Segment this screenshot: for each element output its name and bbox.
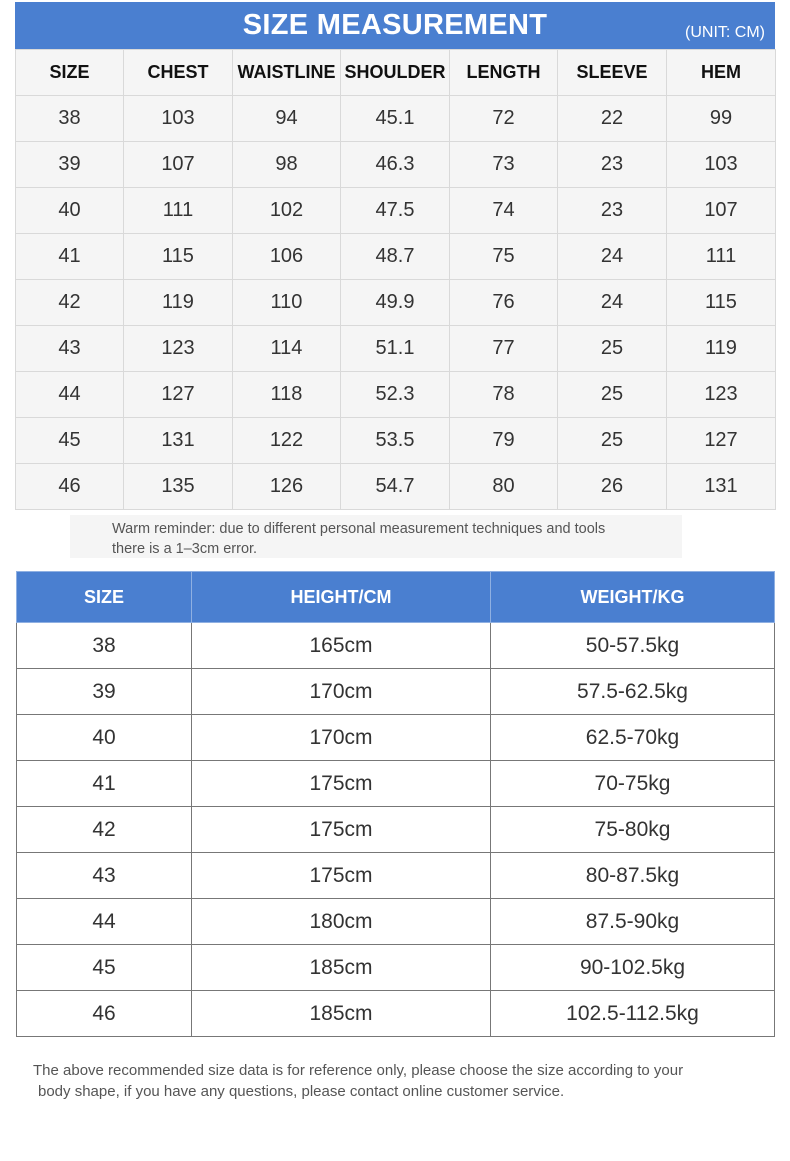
cell-size: 45	[16, 418, 124, 464]
cell-height: 180cm	[192, 899, 491, 945]
cell-length: 79	[450, 418, 558, 464]
cell-length: 78	[450, 372, 558, 418]
cell-shoulder: 54.7	[341, 464, 450, 510]
cell-waistline: 94	[233, 96, 341, 142]
cell-length: 73	[450, 142, 558, 188]
cell-shoulder: 53.5	[341, 418, 450, 464]
cell-size: 39	[17, 669, 192, 715]
size-recommendation-table	[16, 571, 775, 1037]
cell-size: 40	[16, 188, 124, 234]
table-row	[17, 899, 775, 945]
cell-weight: 102.5-112.5kg	[491, 991, 775, 1037]
reminder-line-2: there is a 1–3cm error.	[112, 541, 258, 557]
cell-length: 75	[450, 234, 558, 280]
unit-label: (UNIT: CM)	[685, 24, 765, 41]
table-row	[16, 96, 776, 142]
cell-size: 41	[16, 234, 124, 280]
cell-chest: 127	[124, 372, 233, 418]
cell-sleeve: 25	[558, 372, 667, 418]
cell-sleeve: 24	[558, 280, 667, 326]
table-row	[16, 326, 776, 372]
table-row	[17, 761, 775, 807]
measurement-grid	[15, 49, 776, 510]
cell-shoulder: 47.5	[341, 188, 450, 234]
cell-size: 42	[17, 807, 192, 853]
cell-weight: 62.5-70kg	[491, 715, 775, 761]
cell-hem: 99	[667, 96, 776, 142]
size-measurement-title: SIZE MEASUREMENT	[242, 9, 548, 41]
cell-waistline: 106	[233, 234, 341, 280]
table-row	[17, 853, 775, 899]
header-shoulder: SHOULDER	[341, 50, 450, 96]
cell-length: 77	[450, 326, 558, 372]
cell-weight: 87.5-90kg	[491, 899, 775, 945]
cell-length: 72	[450, 96, 558, 142]
cell-height: 185cm	[192, 945, 491, 991]
cell-length: 74	[450, 188, 558, 234]
table-row	[16, 188, 776, 234]
cell-sleeve: 23	[558, 142, 667, 188]
cell-height: 175cm	[192, 853, 491, 899]
cell-chest: 107	[124, 142, 233, 188]
cell-sleeve: 26	[558, 464, 667, 510]
cell-size: 38	[17, 623, 192, 669]
cell-weight: 80-87.5kg	[491, 853, 775, 899]
footnote-line-1: The above recommended size data is for reference only, please choose the size according to your	[33, 1062, 684, 1079]
header-height: HEIGHT/CM	[192, 572, 491, 623]
cell-waistline: 126	[233, 464, 341, 510]
cell-sleeve: 23	[558, 188, 667, 234]
cell-chest: 103	[124, 96, 233, 142]
header-hem: HEM	[667, 50, 776, 96]
table-row	[16, 464, 776, 510]
cell-height: 185cm	[192, 991, 491, 1037]
table-row	[17, 991, 775, 1037]
cell-shoulder: 51.1	[341, 326, 450, 372]
cell-size: 38	[16, 96, 124, 142]
cell-waistline: 118	[233, 372, 341, 418]
cell-sleeve: 25	[558, 326, 667, 372]
table-row	[17, 945, 775, 991]
header-weight: WEIGHT/KG	[491, 572, 775, 623]
cell-waistline: 110	[233, 280, 341, 326]
cell-size: 39	[16, 142, 124, 188]
cell-sleeve: 22	[558, 96, 667, 142]
cell-weight: 90-102.5kg	[491, 945, 775, 991]
reference-footnote	[33, 1060, 768, 1102]
table-row	[16, 372, 776, 418]
cell-shoulder: 52.3	[341, 372, 450, 418]
cell-size: 41	[17, 761, 192, 807]
cell-size: 46	[17, 991, 192, 1037]
table-row	[17, 669, 775, 715]
table-row	[16, 234, 776, 280]
size-measurement-table	[15, 2, 775, 510]
cell-size: 44	[16, 372, 124, 418]
header-length: LENGTH	[450, 50, 558, 96]
cell-size: 44	[17, 899, 192, 945]
cell-weight: 70-75kg	[491, 761, 775, 807]
cell-chest: 131	[124, 418, 233, 464]
cell-height: 170cm	[192, 669, 491, 715]
cell-chest: 123	[124, 326, 233, 372]
table-row	[17, 807, 775, 853]
cell-waistline: 122	[233, 418, 341, 464]
table-row	[16, 142, 776, 188]
cell-weight: 57.5-62.5kg	[491, 669, 775, 715]
footnote-line-2: body shape, if you have any questions, please contact online customer service.	[38, 1083, 565, 1100]
cell-height: 165cm	[192, 623, 491, 669]
cell-shoulder: 45.1	[341, 96, 450, 142]
cell-shoulder: 49.9	[341, 280, 450, 326]
table-row	[16, 280, 776, 326]
header-size: SIZE	[16, 50, 124, 96]
cell-hem: 127	[667, 418, 776, 464]
cell-shoulder: 48.7	[341, 234, 450, 280]
size-measurement-banner	[15, 2, 775, 49]
cell-size: 42	[16, 280, 124, 326]
cell-height: 170cm	[192, 715, 491, 761]
cell-hem: 115	[667, 280, 776, 326]
warm-reminder	[70, 515, 682, 558]
header-size: SIZE	[17, 572, 192, 623]
cell-hem: 123	[667, 372, 776, 418]
recommendation-header-row	[17, 572, 775, 623]
cell-hem: 119	[667, 326, 776, 372]
cell-sleeve: 25	[558, 418, 667, 464]
header-chest: CHEST	[124, 50, 233, 96]
cell-size: 45	[17, 945, 192, 991]
header-waistline: WAISTLINE	[233, 50, 341, 96]
cell-sleeve: 24	[558, 234, 667, 280]
cell-hem: 131	[667, 464, 776, 510]
measurement-header-row	[16, 50, 776, 96]
cell-chest: 119	[124, 280, 233, 326]
cell-hem: 111	[667, 234, 776, 280]
cell-size: 43	[17, 853, 192, 899]
cell-hem: 103	[667, 142, 776, 188]
cell-size: 43	[16, 326, 124, 372]
reminder-line-1: Warm reminder: due to different personal measurement techniques and tools	[112, 521, 606, 537]
table-row	[17, 715, 775, 761]
cell-height: 175cm	[192, 761, 491, 807]
cell-size: 46	[16, 464, 124, 510]
table-row	[16, 418, 776, 464]
cell-weight: 75-80kg	[491, 807, 775, 853]
cell-chest: 135	[124, 464, 233, 510]
cell-waistline: 98	[233, 142, 341, 188]
table-row	[17, 623, 775, 669]
cell-size: 40	[17, 715, 192, 761]
header-sleeve: SLEEVE	[558, 50, 667, 96]
cell-hem: 107	[667, 188, 776, 234]
cell-waistline: 114	[233, 326, 341, 372]
cell-waistline: 102	[233, 188, 341, 234]
cell-chest: 115	[124, 234, 233, 280]
cell-length: 80	[450, 464, 558, 510]
cell-height: 175cm	[192, 807, 491, 853]
cell-chest: 111	[124, 188, 233, 234]
cell-length: 76	[450, 280, 558, 326]
cell-shoulder: 46.3	[341, 142, 450, 188]
cell-weight: 50-57.5kg	[491, 623, 775, 669]
